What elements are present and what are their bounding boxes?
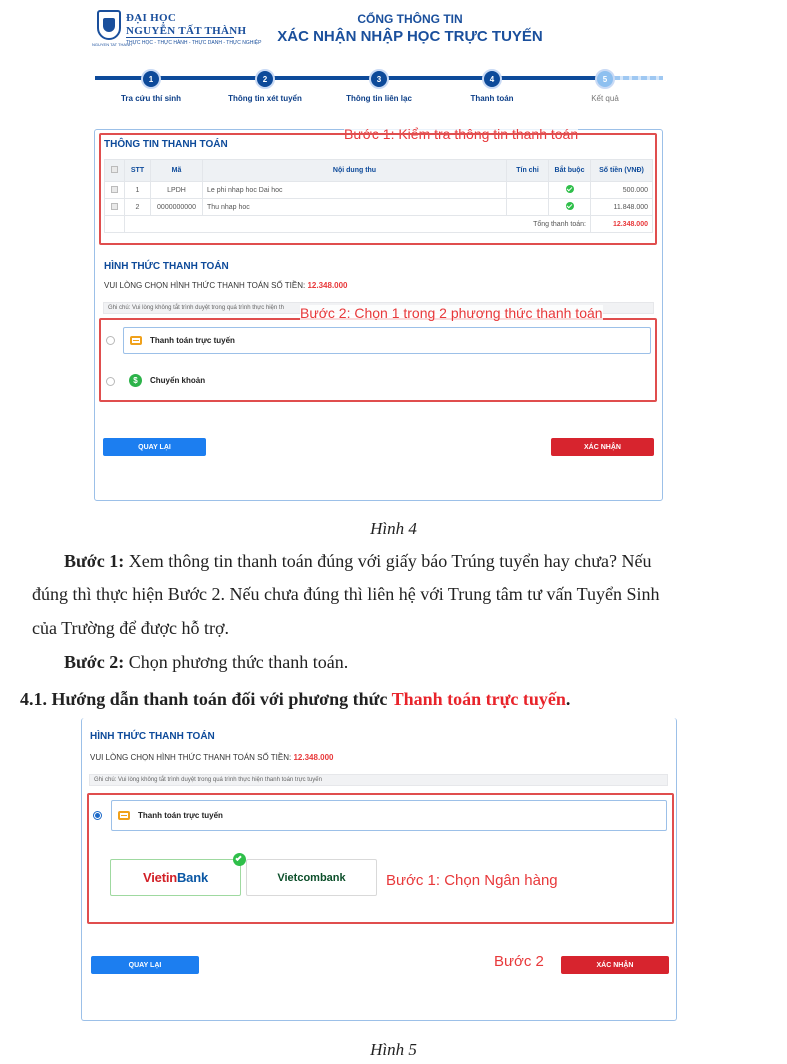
header-amount: Số tiền (VNĐ)	[591, 160, 653, 182]
step-5-label: Kết quả	[591, 94, 619, 103]
logo-caption: NGUYEN TAT THANH	[92, 42, 132, 47]
row-content: Thu nhap hoc	[203, 199, 507, 216]
section-heading-highlight: Thanh toán trực tuyến	[391, 689, 566, 709]
annotation-step1: Bước 1: Kiểm tra thông tin thanh toán	[344, 126, 579, 142]
step-3-label[interactable]: Thông tin liên lạc	[346, 94, 412, 103]
step-4-circle[interactable]: 4	[482, 69, 502, 89]
figure5-caption: Hình 5	[370, 1040, 417, 1059]
header-code: Mã	[151, 160, 203, 182]
instruction-step1-line3: của Trường để được hỗ trợ.	[32, 618, 230, 638]
money-icon: $	[129, 374, 142, 387]
step-3-circle[interactable]: 3	[369, 69, 389, 89]
f5-annotation-step1: Bước 1: Chọn Ngân hàng	[386, 872, 558, 889]
f5-payment-method-title: HÌNH THỨC THANH TOÁN	[90, 731, 215, 742]
confirm-button[interactable]: XÁC NHẬN	[551, 438, 654, 456]
back-button[interactable]: QUAY LẠI	[103, 438, 206, 456]
instruction-step1-line1	[64, 545, 651, 578]
header-stt: STT	[125, 160, 151, 182]
row-code: LPDH	[151, 182, 203, 199]
payment-prompt	[104, 281, 348, 290]
figure4-caption: Hình 4	[370, 519, 417, 538]
f5-back-button[interactable]: QUAY LẠI	[91, 956, 199, 974]
annotation-box-step2	[99, 318, 657, 402]
row-amount: 500.000	[591, 182, 653, 199]
step-1-circle[interactable]: 1	[141, 69, 161, 89]
portal-title: CỔNG THÔNG TIN	[357, 12, 463, 26]
university-logo	[97, 10, 121, 40]
row-stt: 1	[125, 182, 151, 199]
f5-payment-prompt	[90, 753, 334, 762]
annotation-box-step1	[99, 133, 657, 245]
step-5-circle: 5	[595, 69, 615, 89]
f5-payment-prompt-label: VUI LÒNG CHỌN HÌNH THỨC THANH TOÁN SỐ TIỀN:	[90, 753, 292, 762]
step1-text: Xem thông tin thanh toán đúng với giấy báo Trúng tuyển hay chưa? Nếu	[124, 551, 652, 571]
f5-note-line: Ghi chú: Vui lòng không tắt trình duyệt trong quá trình thực hiện thanh toán trực tuyến	[89, 774, 668, 786]
section-heading	[20, 689, 570, 710]
option-online-label: Thanh toán trực tuyến	[150, 336, 235, 345]
section-heading-text: 4.1. Hướng dẫn thanh toán đối với phương thức	[20, 689, 392, 709]
note-line: Ghi chú: Vui lòng không tắt trình duyệt trong quá trình thực hiện th	[103, 302, 654, 314]
f5-option-online-label: Thanh toán trực tuyến	[138, 811, 223, 820]
university-tagline: THỰC HỌC - THỰC HÀNH - THỰC DANH - THỰC NGHIỆP	[126, 40, 262, 46]
payment-method-title: HÌNH THỨC THANH TOÁN	[104, 261, 229, 272]
vietinbank-logo: VietinBank	[143, 870, 208, 885]
step2-text: Chọn phương thức thanh toán.	[124, 652, 349, 672]
step1-label: Bước 1:	[64, 551, 125, 571]
stepper-track-done	[95, 76, 605, 80]
instruction-step1-line2: đúng thì thực hiện Bước 2. Nếu chưa đúng thì liên hệ với Trung tâm tư vấn Tuyển Sinh	[32, 584, 660, 604]
university-name-line2: NGUYỄN TẤT THÀNH	[126, 25, 247, 37]
f5-payment-prompt-amount: 12.348.000	[293, 753, 334, 762]
total-label: Tổng thanh toán:	[125, 216, 591, 233]
instruction-step2	[64, 646, 348, 679]
row-code: 0000000000	[151, 199, 203, 216]
f5-confirm-button[interactable]: XÁC NHẬN	[561, 956, 669, 974]
portal-subtitle: XÁC NHẬN NHẬP HỌC TRỰC TUYẾN	[277, 28, 543, 45]
row-amount: 11.848.000	[591, 199, 653, 216]
total-value: 12.348.000	[591, 216, 653, 233]
payment-prompt-label: VUI LÒNG CHỌN HÌNH THỨC THANH TOÁN SỐ TIỀN:	[104, 281, 306, 290]
row-content: Le phi nhap hoc Dai hoc	[203, 182, 507, 199]
row-stt: 2	[125, 199, 151, 216]
section-heading-end: .	[565, 689, 571, 709]
university-name-line1: ĐẠI HỌC	[126, 12, 177, 24]
step-4-label[interactable]: Thanh toán	[470, 94, 514, 103]
header-content: Nội dung thu	[203, 160, 507, 182]
header-required: Bắt buộc	[549, 160, 591, 182]
header-credits: Tín chỉ	[507, 160, 549, 182]
divider	[126, 37, 234, 38]
step2-label: Bước 2:	[64, 652, 125, 672]
f5-annotation-box	[87, 793, 674, 924]
step-1-label[interactable]: Tra cứu thí sinh	[120, 94, 182, 103]
vietcombank-logo: Vietcombank	[277, 871, 346, 884]
payment-info-title: THÔNG TIN THANH TOÁN	[104, 139, 228, 150]
option-transfer-label: Chuyển khoản	[150, 376, 206, 385]
payment-prompt-amount: 12.348.000	[307, 281, 348, 290]
f5-annotation-step2: Bước 2	[494, 953, 544, 970]
step-2-label[interactable]: Thông tin xét tuyển	[228, 94, 302, 103]
annotation-step2: Bước 2: Chọn 1 trong 2 phương thức thanh toán	[300, 305, 603, 321]
step-2-circle[interactable]: 2	[255, 69, 275, 89]
